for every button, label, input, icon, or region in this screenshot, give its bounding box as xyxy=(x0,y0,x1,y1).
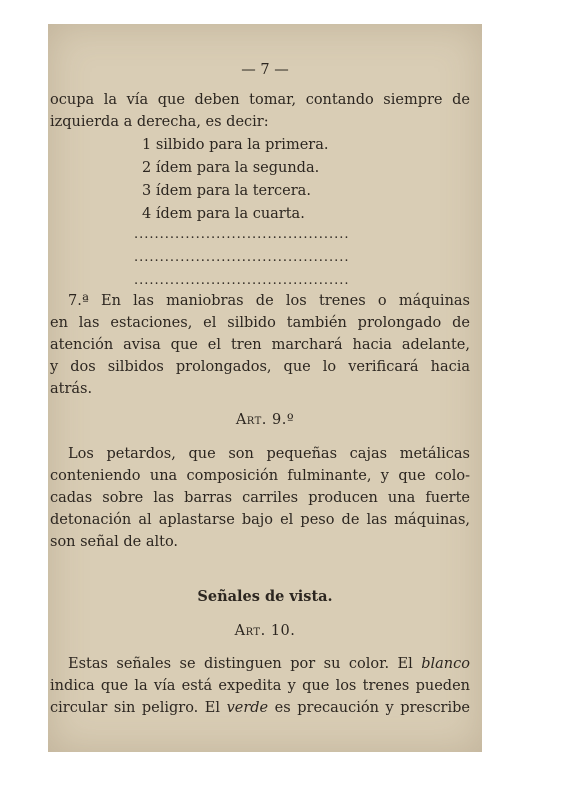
text-span: circular sin peligro. El xyxy=(50,700,227,716)
text-line xyxy=(50,698,470,718)
page-number: — 7 — xyxy=(241,62,289,78)
text-line: cadas sobre las barras carriles producen una fuerte xyxy=(50,490,470,506)
list-item: 2 ídem para la segunda. xyxy=(142,160,320,176)
article-heading: Art. 10. xyxy=(234,623,296,639)
text-line: indica que la vía está expedita y que los trenes pueden xyxy=(50,678,470,694)
emphasis-text: verde xyxy=(226,700,269,716)
text-span: Estas señales se distinguen por su color. El xyxy=(68,656,422,672)
dotted-line: .......................................... xyxy=(134,273,350,288)
list-item: 1 silbido para la primera. xyxy=(142,137,329,153)
text-line: conteniendo una composición fulminante, y que colo- xyxy=(50,468,470,484)
emphasis-text: blanco xyxy=(421,656,470,672)
section-title: Señales de vista. xyxy=(197,588,333,605)
text-line: y dos silbidos prolongados, que lo verificará hacia xyxy=(50,359,470,375)
text-span: es precaución y prescribe xyxy=(268,700,470,716)
text-line: izquierda a derecha, es decir: xyxy=(50,114,269,130)
text-line: 7.ª En las maniobras de los trenes o máquinas xyxy=(68,293,470,309)
text-line xyxy=(68,654,470,674)
list-item: 4 ídem para la cuarta. xyxy=(142,206,305,222)
text-line: ocupa la vía que deben tomar, contando siempre de xyxy=(50,92,470,108)
dotted-line: .......................................... xyxy=(134,227,350,242)
text-line: atención avisa que el tren marchará hacia adelante, xyxy=(50,337,470,353)
text-line: detonación al aplastarse bajo el peso de las máquinas, xyxy=(50,512,470,528)
text-line: en las estaciones, el silbido también prolongado de xyxy=(50,315,470,331)
article-heading: Art. 9.º xyxy=(235,412,295,428)
text-line: Los petardos, que son pequeñas cajas metálicas xyxy=(68,446,470,462)
text-line: son señal de alto. xyxy=(50,534,179,550)
text-line: atrás. xyxy=(50,381,93,397)
book-page xyxy=(48,24,482,752)
dotted-line: .......................................... xyxy=(134,250,350,265)
list-item: 3 ídem para la tercera. xyxy=(142,183,311,199)
